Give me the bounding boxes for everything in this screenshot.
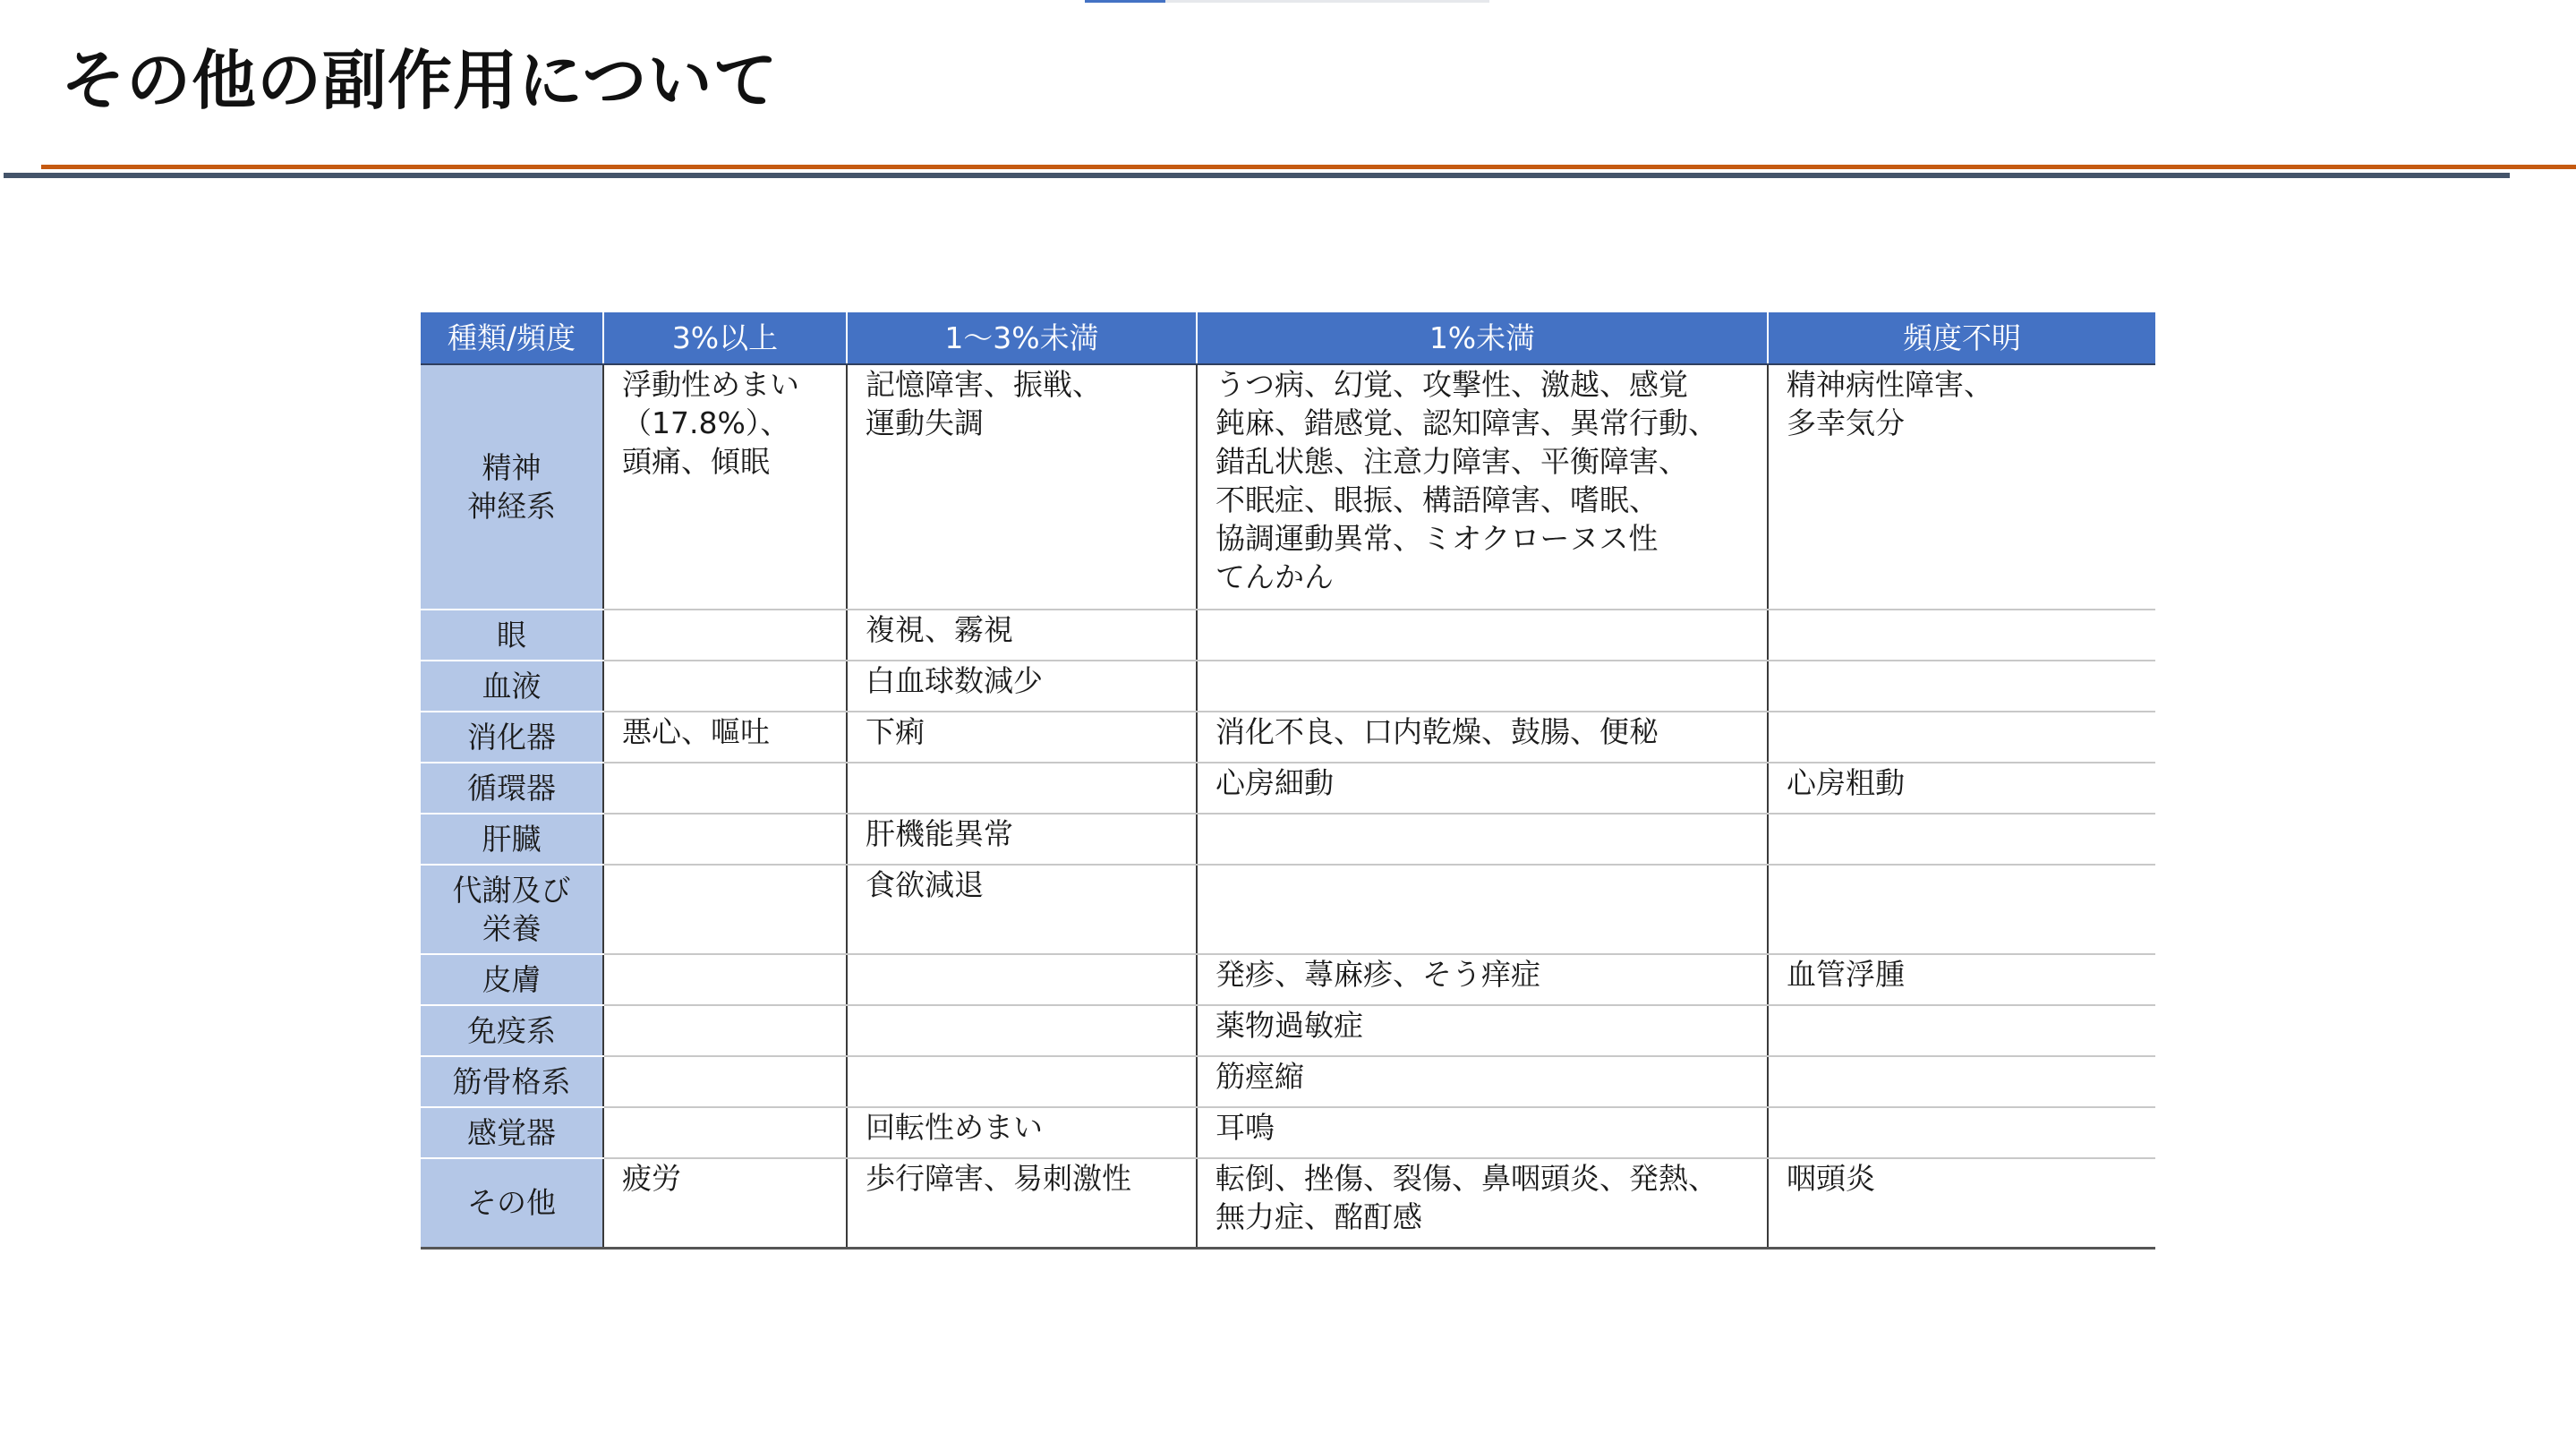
table-cell (1768, 1107, 2155, 1158)
slide-title: その他の副作用について (61, 43, 779, 118)
table-cell (1197, 610, 1768, 661)
table-cell (603, 763, 847, 814)
table-row (421, 1158, 2155, 1248)
table-cell: 回転性めまい (847, 1107, 1197, 1158)
table-cell: 白血球数減少 (847, 661, 1197, 712)
header-category: 種類/頻度 (421, 312, 603, 364)
row-category: 代謝及び 栄養 (421, 865, 603, 954)
title-underline-orange (41, 165, 2576, 169)
row-category: その他 (421, 1158, 603, 1248)
row-category: 循環器 (421, 763, 603, 814)
table-cell (1768, 1005, 2155, 1056)
table-cell: うつ病、幻覚、攻撃性、激越、感覚 鈍麻、錯感覚、認知障害、異常行動、 錯乱状態、注意力障害、平衡障害、 不眠症、眼振、構語障害、嗜眠、 協調運動異常、ミオクローヌス性 てんかん (1197, 364, 1768, 610)
table-cell (603, 865, 847, 954)
table-cell (1768, 865, 2155, 954)
side-effects-table-container (421, 312, 2155, 1250)
table-cell (847, 1056, 1197, 1107)
table-cell (603, 1056, 847, 1107)
table-cell (1197, 865, 1768, 954)
table-row (421, 1005, 2155, 1056)
table-row (421, 865, 2155, 954)
table-row (421, 1107, 2155, 1158)
row-category: 肝臓 (421, 814, 603, 865)
table-row (421, 712, 2155, 763)
table-cell: 複視、霧視 (847, 610, 1197, 661)
table-cell (847, 1005, 1197, 1056)
table-cell (603, 1107, 847, 1158)
table-cell (1768, 610, 2155, 661)
table-row (421, 763, 2155, 814)
side-effects-table (421, 312, 2155, 1250)
table-row (421, 954, 2155, 1005)
table-cell: 肝機能異常 (847, 814, 1197, 865)
table-cell: 記憶障害、振戦、 運動失調 (847, 364, 1197, 610)
header-under-1pct: 1%未満 (1197, 312, 1768, 364)
table-cell: 心房粗動 (1768, 763, 2155, 814)
table-cell (603, 661, 847, 712)
row-category: 皮膚 (421, 954, 603, 1005)
table-row (421, 610, 2155, 661)
slide-progress-indicator (1085, 0, 1165, 3)
table-cell: 耳鳴 (1197, 1107, 1768, 1158)
row-category: 筋骨格系 (421, 1056, 603, 1107)
table-cell (603, 814, 847, 865)
table-cell: 筋痙縮 (1197, 1056, 1768, 1107)
table-cell: 精神病性障害、 多幸気分 (1768, 364, 2155, 610)
row-category: 感覚器 (421, 1107, 603, 1158)
table-cell: 浮動性めまい （17.8%）、 頭痛、傾眠 (603, 364, 847, 610)
table-cell: 歩行障害、易刺激性 (847, 1158, 1197, 1248)
table-cell (847, 763, 1197, 814)
table-cell: 咽頭炎 (1768, 1158, 2155, 1248)
table-cell: 発疹、蕁麻疹、そう痒症 (1197, 954, 1768, 1005)
table-cell: 消化不良、口内乾燥、鼓腸、便秘 (1197, 712, 1768, 763)
table-cell: 転倒、挫傷、裂傷、鼻咽頭炎、発熱、 無力症、酩酊感 (1197, 1158, 1768, 1248)
table-row (421, 814, 2155, 865)
table-cell (1768, 661, 2155, 712)
table-row (421, 1056, 2155, 1107)
table-cell (603, 954, 847, 1005)
table-row (421, 364, 2155, 610)
table-cell (1197, 814, 1768, 865)
table-cell (1768, 1056, 2155, 1107)
row-category: 精神 神経系 (421, 364, 603, 610)
table-cell (1768, 814, 2155, 865)
table-row (421, 661, 2155, 712)
table-cell (847, 954, 1197, 1005)
row-category: 眼 (421, 610, 603, 661)
table-cell: 心房細動 (1197, 763, 1768, 814)
table-cell (1768, 712, 2155, 763)
title-underline-gray (4, 173, 2510, 178)
table-cell (1197, 661, 1768, 712)
table-cell (603, 610, 847, 661)
header-frequency-unknown: 頻度不明 (1768, 312, 2155, 364)
table-cell (603, 1005, 847, 1056)
header-3pct-or-more: 3%以上 (603, 312, 847, 364)
table-cell: 薬物過敏症 (1197, 1005, 1768, 1056)
row-category: 血液 (421, 661, 603, 712)
table-header-row (421, 312, 2155, 364)
table-cell: 食欲減退 (847, 865, 1197, 954)
row-category: 消化器 (421, 712, 603, 763)
header-1-to-3pct: 1～3%未満 (847, 312, 1197, 364)
table-cell: 悪心、嘔吐 (603, 712, 847, 763)
table-cell: 疲労 (603, 1158, 847, 1248)
row-category: 免疫系 (421, 1005, 603, 1056)
table-cell: 下痢 (847, 712, 1197, 763)
table-cell: 血管浮腫 (1768, 954, 2155, 1005)
